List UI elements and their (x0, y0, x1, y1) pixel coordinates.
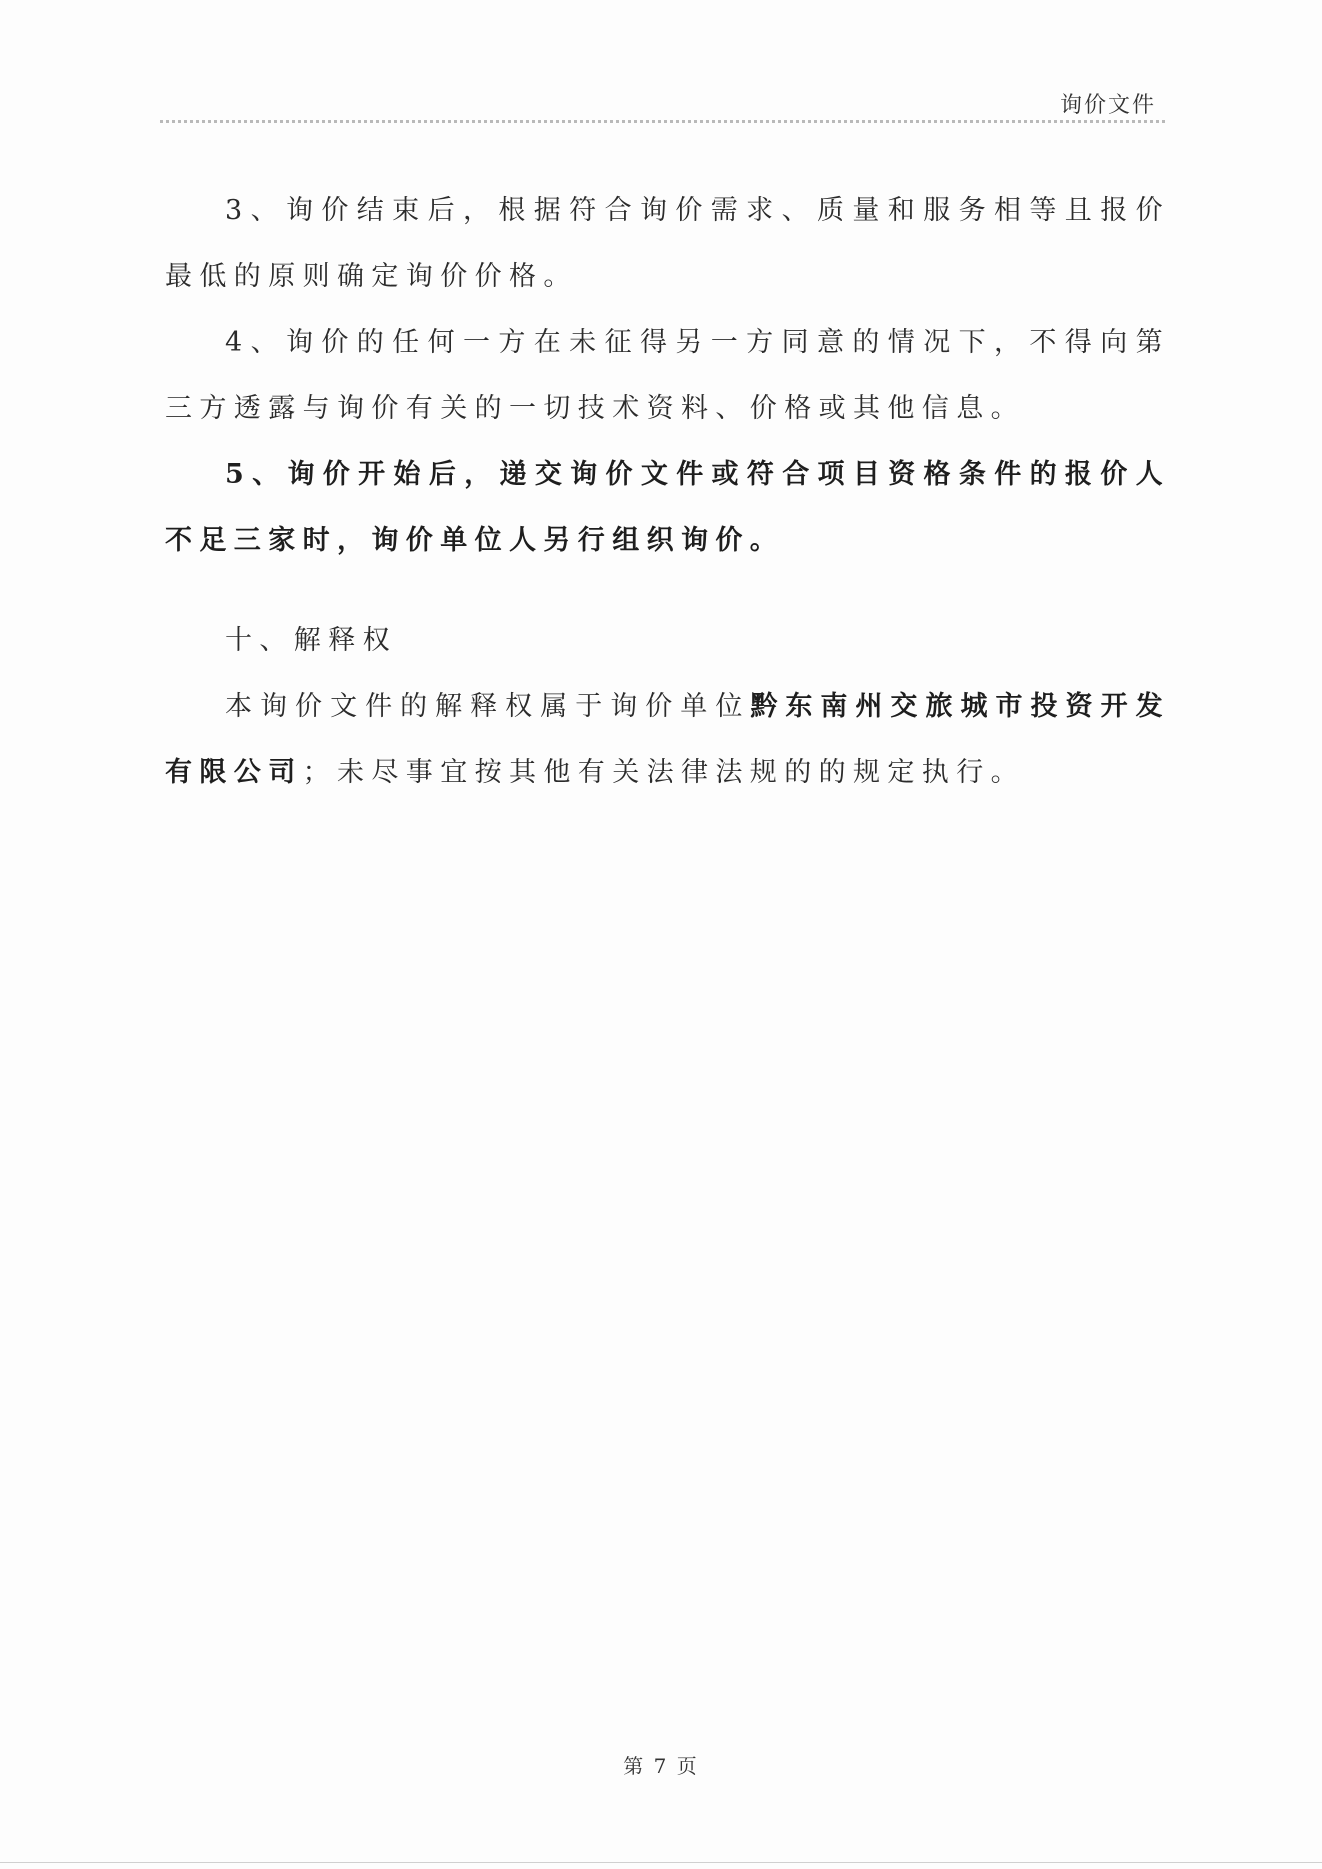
page-number: 第 7 页 (623, 1754, 699, 1778)
clause-4: 4、询价的任何一方在未征得另一方同意的情况下，不得向第三方透露与询价有关的一切技术资料、价格或其他信息。 (165, 327, 1170, 424)
header-divider (160, 120, 1165, 123)
clause-3: 3、询价结束后，根据符合询价需求、质量和服务相等且报价最低的原则确定询价价格。 (165, 195, 1170, 292)
section-10-text-after: ；未尽事宜按其他有关法律法规的的规定执行。 (302, 757, 1026, 788)
section-10-text (165, 674, 1170, 806)
page-bottom-edge (0, 1862, 1322, 1863)
section-10-heading: 十、解释权 (225, 625, 397, 656)
document-body (165, 178, 1170, 806)
company-name: 黔东南州交旅城市投资开发有限公司 (165, 691, 1170, 788)
clause-5: 5、询价开始后，递交询价文件或符合项目资格条件的报价人不足三家时，询价单位人另行组织询价。 (165, 459, 1170, 556)
header-title: 询价文件 (1060, 93, 1157, 118)
section-10-text-before: 本询价文件的解释权属于询价单位 (225, 691, 751, 722)
